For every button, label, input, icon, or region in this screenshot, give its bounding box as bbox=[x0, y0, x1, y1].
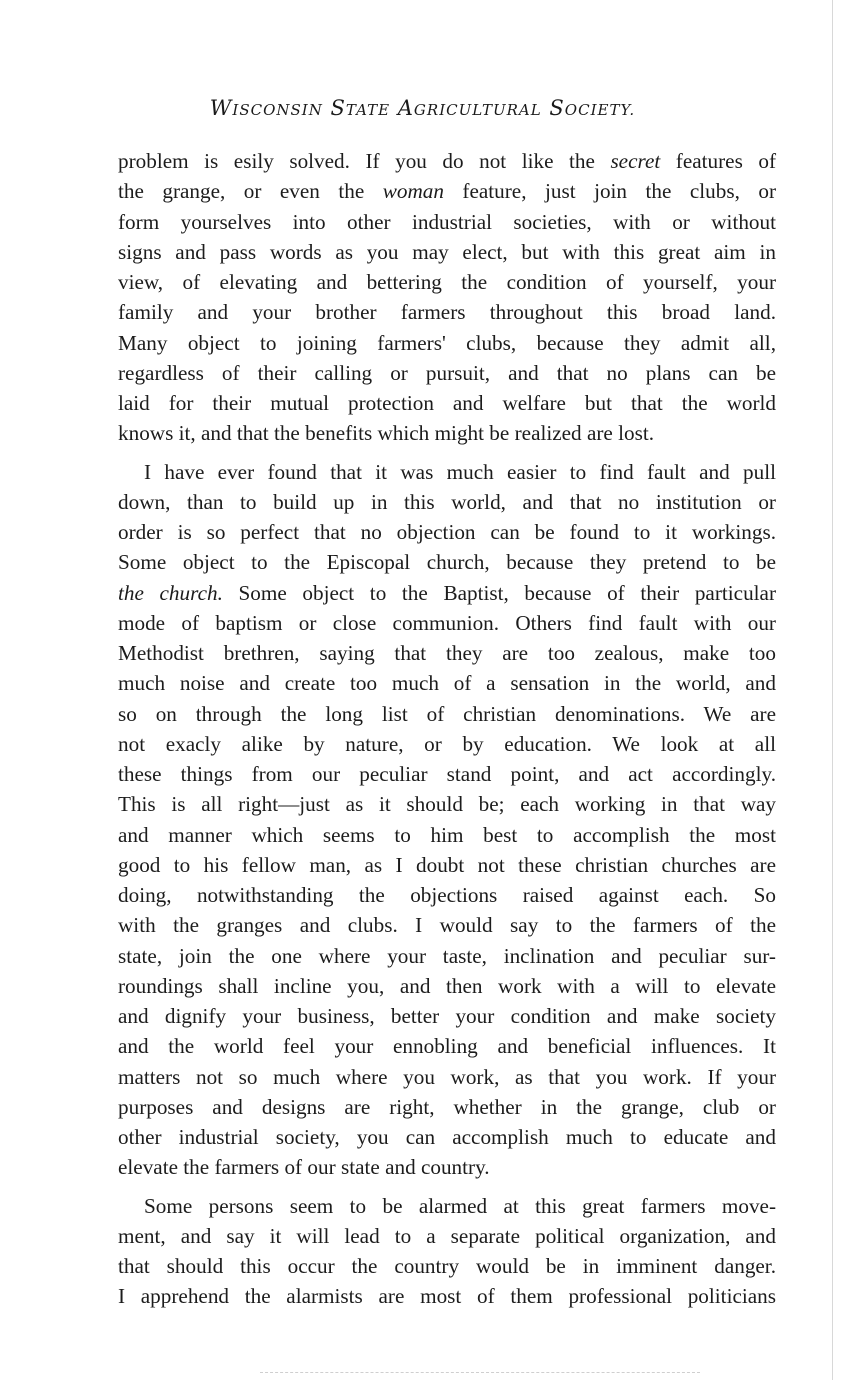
text-span: the grange, or even the bbox=[118, 179, 383, 204]
text-line: I apprehend the alarmists are most of them professional politicians bbox=[118, 1284, 776, 1309]
running-head-word: ISCONSIN bbox=[232, 101, 323, 119]
text-line bbox=[118, 146, 776, 176]
paragraph-2 bbox=[118, 457, 776, 1183]
text-line: elevate the farmers of our state and country. bbox=[118, 1155, 490, 1180]
text-line: that should this occur the country would be in imminent danger. bbox=[118, 1254, 776, 1278]
text-line: Some object to the Episcopal church, because they pretend to be bbox=[118, 550, 776, 575]
text-line: doing, notwithstanding the objections raised against each. So bbox=[118, 883, 776, 907]
text-line: and dignify your business, better your condition and make society bbox=[118, 1004, 776, 1028]
text-line: This is all right—just as it should be; each working in that way bbox=[118, 792, 776, 817]
italic-span: woman bbox=[382, 179, 444, 204]
text-line: I have ever found that it was much easier to find fault and pull bbox=[144, 459, 776, 484]
running-head-initial: S bbox=[330, 96, 346, 120]
text-line: Some persons seem to be alarmed at this great farmers move- bbox=[144, 1193, 776, 1218]
text-line: these things from our peculiar stand point, and act accordingly. bbox=[118, 762, 776, 786]
running-head-initial: A bbox=[397, 96, 414, 120]
bottom-scan-rule bbox=[260, 1372, 700, 1373]
text-span: feature, just join the clubs, or bbox=[443, 179, 776, 204]
italic-span: the church. bbox=[118, 580, 223, 605]
text-line: good to his fellow man, as I doubt not these christian churches are bbox=[118, 852, 776, 877]
text-line: Methodist brethren, saying that they are too zealous, make too bbox=[118, 641, 776, 665]
text-line bbox=[118, 578, 776, 608]
text-line: state, join the one where your taste, inclination and peculiar sur- bbox=[118, 943, 776, 968]
text-line: family and your brother farmers throughout this broad land. bbox=[118, 300, 776, 325]
page-edge-line bbox=[832, 0, 833, 1380]
body-text bbox=[118, 146, 776, 1312]
text-span: features of bbox=[660, 149, 776, 173]
text-line bbox=[118, 176, 776, 206]
text-line: not exacly alike by nature, or by education. We look at all bbox=[118, 731, 776, 756]
running-head-initial: S bbox=[549, 96, 565, 120]
running-head-initial: W bbox=[209, 96, 233, 120]
text-line: other industrial society, you can accomplish much to educate and bbox=[118, 1125, 776, 1149]
text-line: much noise and create too much of a sensation in the world, and bbox=[118, 671, 776, 696]
text-line: order is so perfect that no objection can be found to it workings. bbox=[118, 520, 776, 544]
text-span: problem is esily solved. If you do not like the bbox=[118, 149, 611, 173]
text-line: form yourselves into other industrial societies, with or without bbox=[118, 209, 776, 234]
text-line: Many object to joining farmers' clubs, because they admit all, bbox=[118, 330, 776, 355]
text-line: with the granges and clubs. I would say to the farmers of the bbox=[118, 913, 776, 938]
text-line: view, of elevating and bettering the condition of yourself, your bbox=[118, 270, 776, 294]
text-line: so on through the long list of christian denominations. We are bbox=[118, 701, 776, 726]
running-head-word: OCIETY. bbox=[564, 101, 636, 119]
text-line: mode of baptism or close communion. Others find fault with our bbox=[118, 610, 776, 635]
running-head-word: TATE bbox=[345, 101, 391, 119]
running-head bbox=[0, 96, 845, 120]
text-line: down, than to build up in this world, and that no institution or bbox=[118, 489, 776, 514]
text-line: knows it, and that the benefits which might be realized are lost. bbox=[118, 421, 655, 446]
paragraph-3 bbox=[118, 1191, 776, 1312]
text-line: purposes and designs are right, whether in the grange, club or bbox=[118, 1094, 776, 1119]
text-line: roundings shall incline you, and then work with a will to elevate bbox=[118, 973, 776, 998]
text-line: signs and pass words as you may elect, but with this great aim in bbox=[118, 239, 776, 264]
text-line: regardless of their calling or pursuit, and that no plans can be bbox=[118, 360, 776, 385]
text-span: Some object to the Baptist, because of their particular bbox=[222, 580, 777, 605]
text-line: ment, and say it will lead to a separate political organization, and bbox=[118, 1223, 776, 1248]
text-line: and the world feel your ennobling and beneficial influences. It bbox=[118, 1034, 776, 1059]
text-line: matters not so much where you work, as that you work. If your bbox=[118, 1064, 776, 1089]
text-line: and manner which seems to him best to accomplish the most bbox=[118, 822, 776, 847]
paragraph-gap bbox=[118, 1183, 776, 1191]
text-line: laid for their mutual protection and welfare but that the world bbox=[118, 391, 776, 415]
paragraph-1 bbox=[118, 146, 776, 449]
paragraph-gap bbox=[118, 449, 776, 457]
italic-span: secret bbox=[610, 149, 661, 173]
running-head-word: GRICULTURAL bbox=[413, 101, 542, 119]
